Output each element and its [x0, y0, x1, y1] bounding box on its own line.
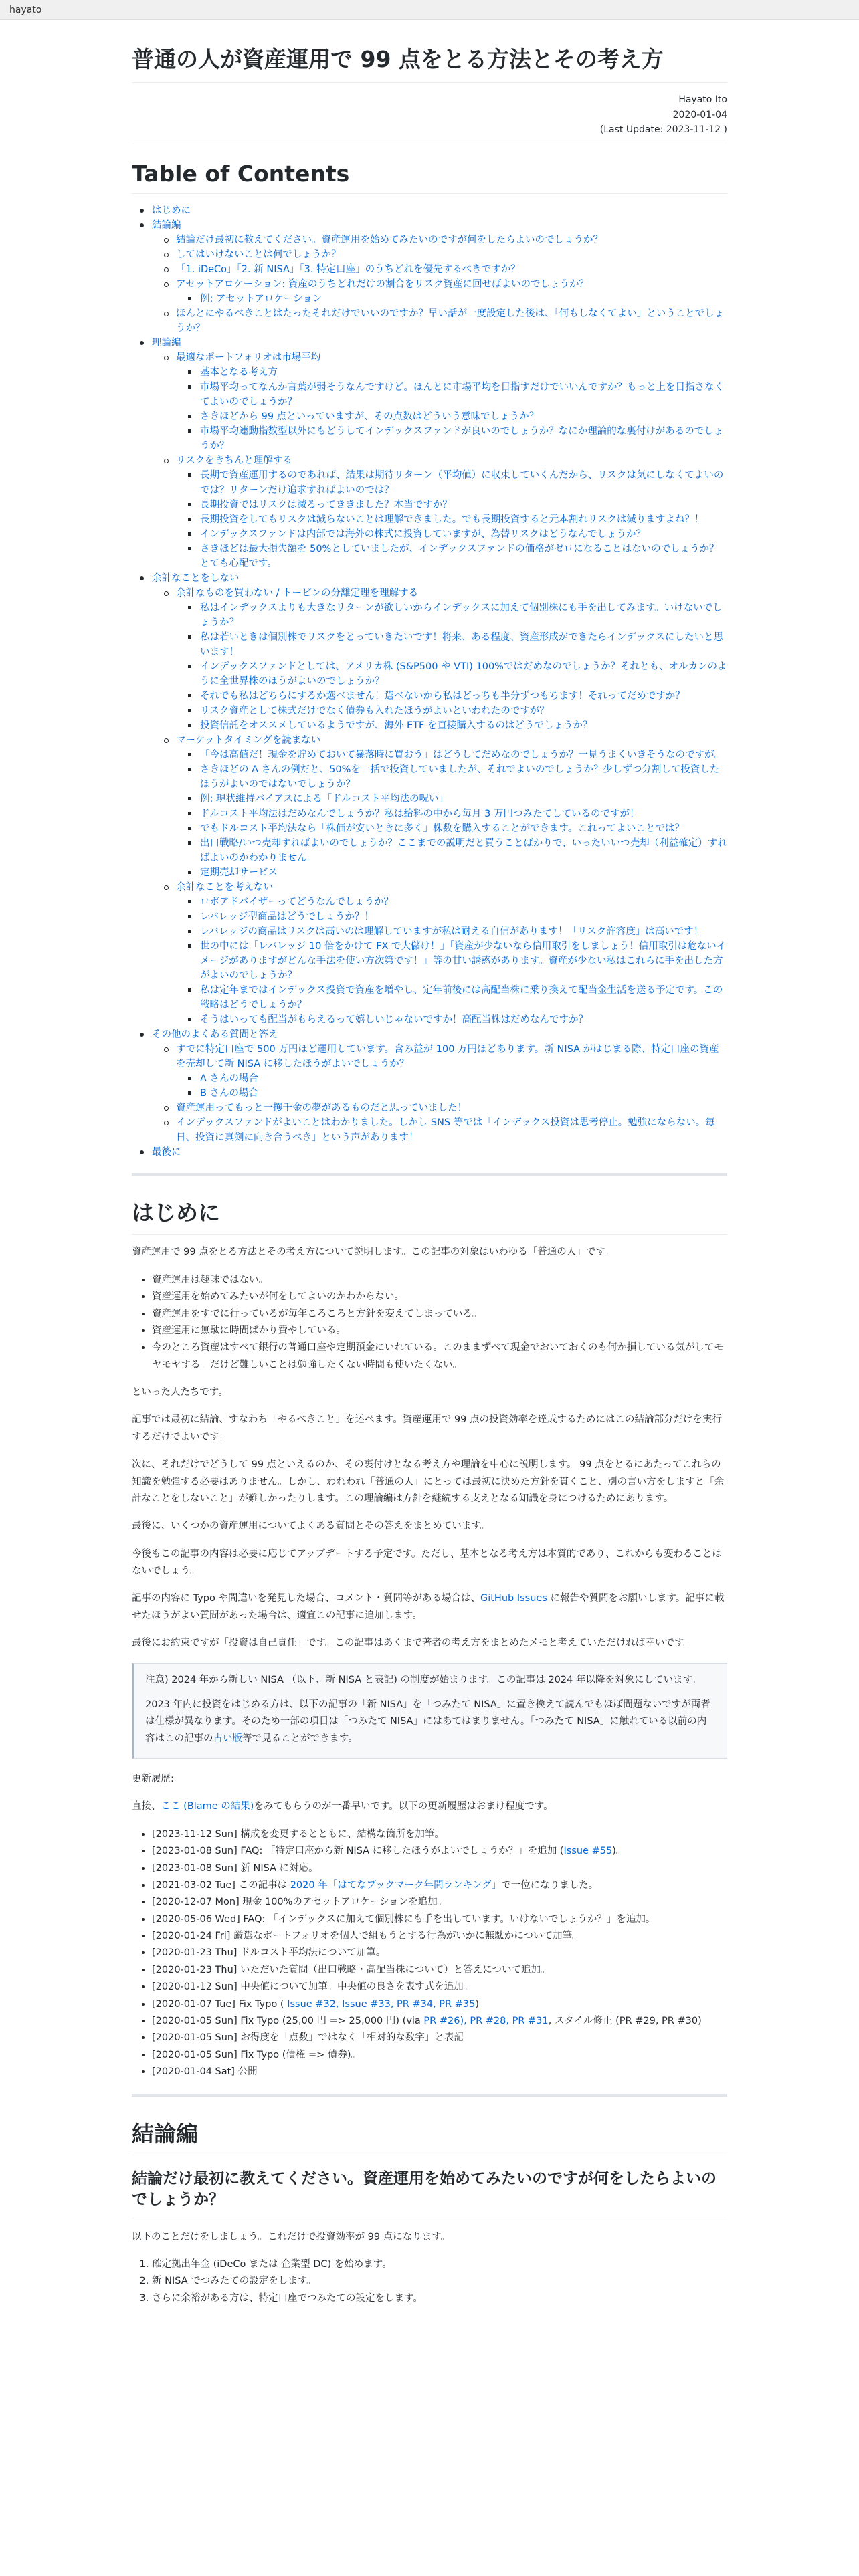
- paragraph: 資産運用で 99 点をとる方法とその考え方について説明します。この記事の対象はいわゆる「普通の人」です。: [132, 1247, 615, 1258]
- toc-link[interactable]: A さんの場合: [200, 1073, 259, 1085]
- history-item: [152, 1877, 727, 1894]
- toc-link[interactable]: 最適なポートフォリオは市場平均: [176, 352, 321, 364]
- site-bar: [0, 0, 859, 20]
- text: [2020-01-05 Sun] Fix Typo (債権 => 債券)。: [152, 2049, 361, 2060]
- toc-link[interactable]: アセットアロケーション: 資産のうちどれだけの割合をリスク資産に回せばよいのでしょうか？: [176, 279, 589, 290]
- toc-link[interactable]: インデックスファンドは内部では海外の株式に投資していますが、為替リスクはどうなんでしょうか？: [200, 529, 646, 540]
- history-item: [152, 2047, 727, 2064]
- toc-link[interactable]: マーケットタイミングを読まない: [176, 735, 321, 746]
- step-item: 3. さらに余裕がある方は、特定口座でつみたての設定をします。: [152, 2290, 727, 2307]
- pr-link[interactable]: PR #26), PR #28, PR #31: [423, 2015, 549, 2026]
- paragraph: 記事では最初に結論、すなわち「やるべきこと」を述べます。資産運用で 99 点の投資効率を達成するためにはこの結論部分だけを実行するだけでよいです。: [132, 1414, 723, 1442]
- toc-link[interactable]: ロボアドバイザーってどうなんでしょうか？: [200, 897, 394, 908]
- paragraph: 以下のことだけをしましょう。これだけで投資効率が 99 点になります。: [132, 2231, 451, 2242]
- toc-link[interactable]: レバレッジの商品はリスクは高いのは理解していますが私は耐える自信があります！「リスク許容度」は高いです！: [200, 926, 704, 938]
- section-divider: [132, 1173, 727, 1176]
- toc-link[interactable]: 余計なことをしない: [152, 573, 240, 584]
- history-item: [152, 2030, 727, 2046]
- text: で一位になりました。: [501, 1879, 599, 1891]
- text: ): [475, 1998, 479, 2010]
- toc-link[interactable]: リスク資産として株式だけでなく債券も入れたほうがよいといわれたのですが？: [200, 706, 549, 717]
- toc-link[interactable]: 余計なことを考えない: [176, 882, 273, 893]
- page-title: 普通の人が資産運用で 99 点をとる方法とその考え方: [132, 45, 727, 83]
- notice-text: [145, 1697, 716, 1747]
- history-item: [152, 1911, 727, 1928]
- text: をみてもらうのが一番早いです。以下の更新履歴はおまけ程度です。: [254, 1801, 553, 1812]
- history-item: [152, 1996, 727, 2013]
- history-item: [152, 1979, 727, 1996]
- table-of-contents: [152, 203, 727, 1160]
- text: [2020-01-12 Sun] 中央値について加筆。中央値の良さを表す式を追加。: [152, 1981, 474, 1993]
- text: [2020-01-04 Sat] 公開: [152, 2066, 258, 2078]
- history-item: [152, 2064, 727, 2080]
- text: [2020-01-24 Fri] 厳選なポートフォリオを個人で組もうとする行為がいかに無駄かについて加筆。: [152, 1931, 582, 1942]
- last-update: (Last Update: 2023-11-12 ): [599, 124, 727, 136]
- toc-link[interactable]: さきほどから 99 点といっていますが、その点数はどういう意味でしょうか？: [200, 411, 539, 423]
- toc-link[interactable]: 理論編: [152, 338, 181, 349]
- history-label: 更新履歴:: [132, 1774, 174, 1785]
- step-item: 1. 確定拠出年金 (iDeCo または 企業型 DC) を始めます。: [152, 2256, 727, 2273]
- toc-link[interactable]: 投資信託をオススメしているようですが、海外 ETF を直接購入するのはどうでしょうか？: [200, 720, 593, 732]
- paragraph: 今後もこの記事の内容は必要に応じてアップデートする予定です。ただし、基本となる考え方は本質的であり、これからも変わることはないでしょう。: [132, 1548, 722, 1577]
- toc-link[interactable]: 出口戦略/いつ売却すればよいのでしょうか？ここまでの説明だと買うことばかりで、いったいいつ売却（利益確定）すればよいのかわかりません。: [200, 838, 727, 864]
- text: 等で見ることができます。: [242, 1733, 358, 1744]
- text: [2023-01-08 Sun] 新 NISA に対応。: [152, 1862, 318, 1874]
- history-item: [152, 1826, 727, 1843]
- toc-link[interactable]: 結論編: [152, 220, 181, 231]
- list-item: • 資産運用は趣味ではない。: [152, 1272, 727, 1289]
- ranking-link[interactable]: 2020 年「はてなブックマーク年間ランキング」: [290, 1879, 502, 1891]
- toc-link[interactable]: レバレッジ型商品はどうでしょうか？！: [200, 911, 374, 923]
- text: [2020-01-07 Tue] Fix Typo (: [152, 1998, 288, 2010]
- toc-link[interactable]: リスクをきちんと理解する: [176, 455, 292, 467]
- steps-list: [132, 2256, 727, 2307]
- list-item: • 資産運用を始めてみたいが何をしてよいのかわからない。: [152, 1289, 727, 1305]
- toc-link[interactable]: 市場平均連動指数型以外にもどうしてインデックスファンドが良いのでしょうか？なにか理論的な裏付けがあるのでしょうか？: [200, 426, 724, 452]
- toc-link[interactable]: すでに特定口座で 500 万円ほど運用しています。含み益が 100 万円ほどあります。新 NISA がはじまる際、特定口座の資産を売却して新 NISA に移したほうがよいでしょうか？: [176, 1044, 719, 1070]
- list-item: • 今のところ資産はすべて銀行の普通口座や定期預金にいれている。このままずべて現金でおいておくのも何か損している気がしてモヤモヤする。だけど難しいことは勉強したくない時間も使いたくない。: [152, 1339, 727, 1374]
- issue-link[interactable]: Issue #32, Issue #33, PR #34, PR #35: [287, 1998, 476, 2010]
- text: )。: [612, 1846, 626, 1857]
- toc-link[interactable]: その他のよくある質問と答え: [152, 1029, 278, 1041]
- toc-link[interactable]: 最後に: [152, 1147, 181, 1158]
- paragraph: といった人たちです。: [132, 1387, 228, 1398]
- text: [2020-01-23 Thu] ドルコスト平均法について加筆。: [152, 1947, 386, 1959]
- text: 直接、: [132, 1801, 161, 1812]
- author: Hayato Ito: [678, 94, 727, 106]
- nisa-notice: [132, 1663, 727, 1759]
- toc-link[interactable]: 私はインデックスよりも大きなリターンが欲しいからインデックスに加えて個別株にも手を出してみます。いけないでしょうか？: [200, 603, 723, 629]
- toc-link[interactable]: それでも私はどちらにするか選べません！選べないから私はどっちも半分ずつもちます！それってだめですか？: [200, 691, 685, 702]
- toc-link[interactable]: ドルコスト平均法はだめなんでしょうか？私は給料の中から毎月 3 万円つみたてしているのですが！: [200, 809, 640, 820]
- history-item: [152, 1962, 727, 1979]
- text: [2020-01-05 Sun] Fix Typo (25,00 円 => 25,000 円) (via: [152, 2015, 424, 2026]
- toc-link[interactable]: ほんとにやるべきことはたったそれだけでいいのですか？早い話が一度設定した後は、「何もしなくてよい」ということでしょうか？: [176, 308, 725, 334]
- toc-link[interactable]: 私は若いときは個別株でリスクをとっていきたいです！将来、ある程度、資産形成ができたらインデックスにしたいと思います！: [200, 632, 723, 658]
- toc-link[interactable]: そうはいっても配当がもらえるって嬉しいじゃないですか！高配当株はだめなんですか？: [200, 1014, 588, 1026]
- section-heading-intro: はじめに: [132, 1196, 727, 1235]
- section-divider: [132, 2094, 727, 2097]
- toc-link[interactable]: インデックスファンドがよいことはわかりました。しかし SNS 等では「インデックス投資は思考停止。勉強にならない。毎日、投資に真剣に向き合うべき」という声があります！: [176, 1117, 715, 1144]
- toc-link[interactable]: でもドルコスト平均法なら「株価が安いときに多く」株数を購入することができます。これってよいことでは？: [200, 823, 684, 835]
- toc-link[interactable]: 例: アセットアロケーション: [200, 294, 322, 305]
- question-heading: 結論だけ最初に教えてください。資産運用を始めてみたいのですが何をしたらよいのでしょうか？: [132, 2169, 727, 2218]
- old-version-link[interactable]: 古い版: [213, 1733, 242, 1744]
- toc-link[interactable]: 「1. iDeCo」「2. 新 NISA」「3. 特定口座」のうちどれを優先するべきですか？: [176, 264, 520, 276]
- toc-link[interactable]: してはいけないことは何でしょうか？: [176, 249, 341, 261]
- issue-link[interactable]: Issue #55: [563, 1846, 613, 1857]
- toc-link[interactable]: インデックスファンドとしては、アメリカ株 (S&P500 や VTI) 100%ではだめなのでしょうか？それとも、オルカンのように全世界株のほうがよいのでしょうか？: [200, 661, 727, 687]
- toc-link[interactable]: B さんの場合: [200, 1088, 259, 1099]
- text: [2020-01-23 Thu] いただいた質問（出口戦略・高配当株について）と答えについて追加。: [152, 1964, 551, 1975]
- toc-link[interactable]: 「今は高値だ！現金を貯めておいて暴落時に買おう」はどうしてだめなのでしょうか？一見うまくいきそうなのですが。: [200, 750, 724, 761]
- toc-link[interactable]: 長期投資ではリスクは減るってききました？本当ですか？: [200, 500, 452, 511]
- list-item: • 資産運用をすでに行っているが毎年ころころと方針を変えてしまっている。: [152, 1306, 727, 1323]
- text: [2020-01-05 Sun] お得度を「点数」ではなく「相対的な数字」と表記: [152, 2032, 464, 2044]
- history-item: [152, 1894, 727, 1911]
- publish-date: 2020-01-04: [672, 109, 727, 120]
- toc-link[interactable]: 基本となる考え方: [200, 367, 278, 379]
- toc-link[interactable]: さきほどは最大損失額を 50%としていましたが、インデックスファンドの価格がゼロになることはないのでしょうか？とても心配です。: [200, 544, 719, 570]
- history-item: [152, 2013, 727, 2030]
- toc-link[interactable]: 長期投資をしてもリスクは減らないことは理解できました。でも長期投資すると元本割れリスクは減りますよね？！: [200, 514, 704, 526]
- toc-link[interactable]: 結論だけ最初に教えてください。資産運用を始めてみたいのですが何をしたらよいのでしょうか？: [176, 235, 603, 246]
- notice-text: 注意) 2024 年から新しい NISA （以下、新 NISA と表記) の制度が始まります。この記事は 2024 年以降を対象にしています。: [145, 1674, 702, 1685]
- text: [2023-11-12 Sun] 構成を変更するとともに、結構な箇所を加筆。: [152, 1828, 444, 1840]
- site-name-link[interactable]: hayato: [9, 5, 42, 15]
- toc-link[interactable]: 市場平均ってなんか言葉が弱そうなんですけど。ほんとに市場平均を目指すだけでいいんですか？もっと上を目指さなくてよいのでしょうか？: [200, 382, 724, 408]
- paragraph: 次に、それだけでどうして 99 点といえるのか、その裏付けとなる考え方や理論を中心に説明します。 99 点をとるにあたってこれらの知識を勉強する必要はありません。しかし、われわれ「普通の人」にとっては最初に決めた方針を貫くこと、別の言い方をしますと「余計なことをしないこと」が難しかったりします。この理論編は方針を継続する支えとなる知識を身につけるためにあります。: [132, 1459, 725, 1504]
- step-item: 2. 新 NISA でつみたての設定をします。: [152, 2273, 727, 2290]
- history-item: [152, 1928, 727, 1945]
- toc-link[interactable]: さきほどの A さんの例だと、50%を一括で投資していましたが、それでよいのでしょうか？少しずつ分割して投資したほうがよいのではないでしょうか？: [200, 764, 720, 790]
- section-heading-conclusion: 結論編: [132, 2117, 727, 2155]
- update-history-list: [132, 1826, 727, 2081]
- toc-link[interactable]: 例: 現状維持バイアスによる「ドルコスト平均法の呪い」: [200, 794, 448, 805]
- paragraph: [132, 1590, 727, 1624]
- text: に報告や質問をお願いします。記事に載せたほうがよい質問があった場合は、適宜この記事に追加します。: [132, 1593, 725, 1621]
- toc-link[interactable]: 長期で資産運用するのであれば、結果は期待リターン（平均値）に収束していくんだから、リスクは気にしなくてよいのでは？リターンだけ追求すればよいのでは？: [200, 470, 724, 496]
- text: [2021-03-02 Tue] この記事は: [152, 1879, 290, 1891]
- toc-link[interactable]: はじめに: [152, 205, 191, 217]
- text: [2020-12-07 Mon] 現金 100%のアセットアロケーションを追加。: [152, 1897, 448, 1908]
- paragraph: 最後に、いくつかの資産運用についてよくある質問とその答えをまとめています。: [132, 1521, 490, 1532]
- list-item: • 資産運用に無駄に時間ばかり費やしている。: [152, 1323, 727, 1339]
- toc-link[interactable]: 世の中には「レバレッジ 10 倍をかけて FX で大儲け！」「資産が少ないなら信用取引をしましょう！信用取引は危ないイメージがありますがどんな手法を使い方次第です！」等の甘い誘惑があります。資産が少ない私はこれらに手を出した方がよいのでしょうか？: [200, 941, 727, 982]
- paragraph: [132, 1798, 727, 1815]
- toc-link[interactable]: 私は定年まではインデックス投資で資産を増やし、定年前後には高配当株に乗り換えて配当金生活を送る予定です。この戦略はどうでしょうか？: [200, 985, 723, 1011]
- toc-link[interactable]: 資産運用ってもっと一攫千金の夢があるものだと思っていました！: [176, 1103, 467, 1114]
- github-issues-link[interactable]: GitHub Issues: [480, 1593, 547, 1604]
- text: [2020-05-06 Wed] FAQ: 「インデックスに加えて個別株にも手を出しています。いけないでしょうか？」を追加。: [152, 1913, 656, 1925]
- toc-heading: Table of Contents: [132, 160, 727, 194]
- history-item: [152, 1843, 727, 1860]
- text: 記事の内容に Typo や間違いを発見した場合、コメント・質問等がある場合は、: [132, 1593, 480, 1604]
- blame-link[interactable]: ここ (Blame の結果): [161, 1801, 254, 1812]
- text: [2023-01-08 Sun] FAQ: 「特定口座から新 NISA に移したほうがよいでしょうか？」を追加 (: [152, 1846, 564, 1857]
- history-item: [152, 1860, 727, 1877]
- toc-link[interactable]: 余計なものを買わない / トービンの分離定理を理解する: [176, 588, 419, 599]
- text: 2023 年内に投資をはじめる方は、以下の記事の「新 NISA」を「つみたて NISA」に置き換えて読んでもほぼ問題ないですが両者は仕様が異なります。そのため一部の項目は「つみたて NISA」にはあてはまりません。「つみたて NISA」に触れている以前の内容はこの記事の: [145, 1699, 710, 1744]
- history-item: [152, 1945, 727, 1961]
- article-meta: [132, 92, 727, 144]
- article: [132, 20, 727, 2307]
- paragraph: 最後にお約束ですが「投資は自己責任」です。この記事はあくまで著者の考え方をまとめたメモと考えていただければ幸いです。: [132, 1638, 693, 1649]
- toc-link[interactable]: 定期売却サービス: [200, 867, 278, 879]
- text: , スタイル修正 (PR #29, PR #30): [548, 2015, 702, 2026]
- audience-list: [132, 1272, 727, 1374]
